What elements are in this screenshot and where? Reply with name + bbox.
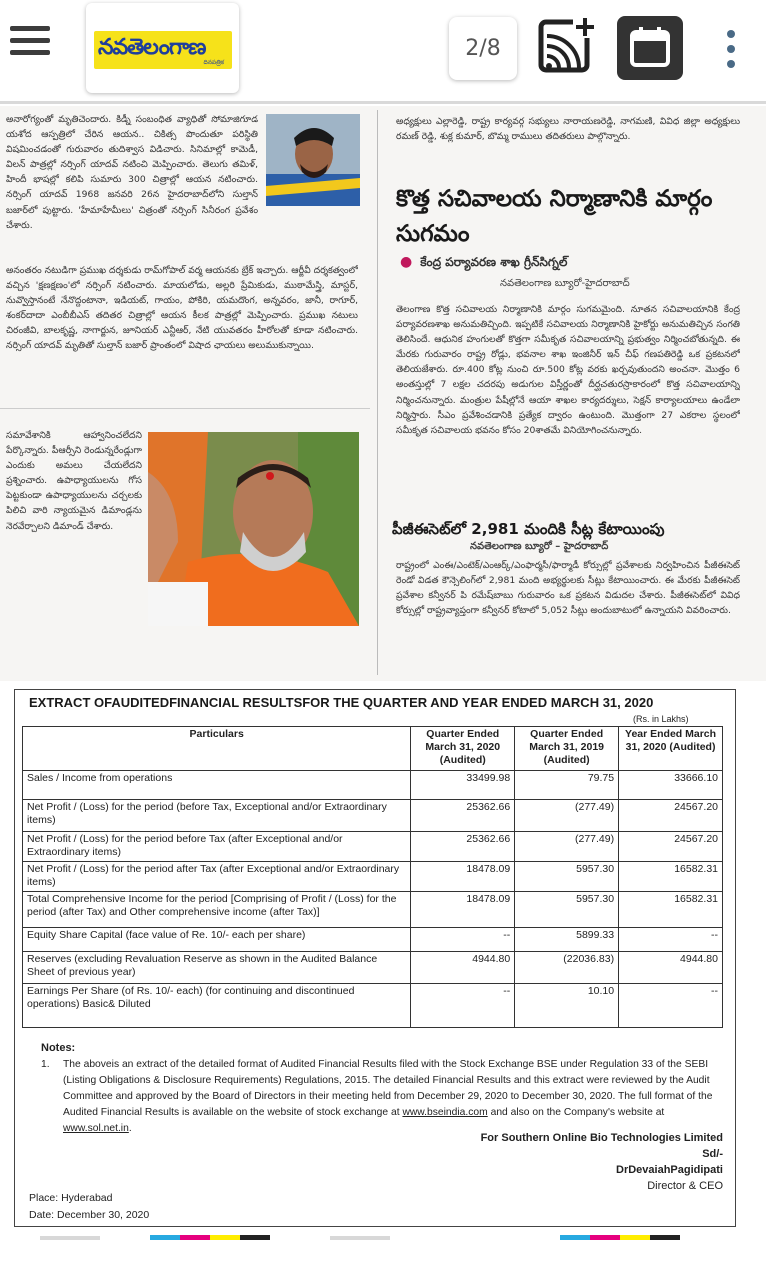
row-label: Equity Share Capital (face value of Re. 10/- each per share) bbox=[23, 928, 411, 952]
notes-section bbox=[41, 1040, 725, 1137]
table-row bbox=[23, 952, 723, 984]
cell-q2020: 33499.98 bbox=[411, 771, 515, 800]
cell-q2020: 18478.09 bbox=[411, 892, 515, 928]
page-indicator[interactable]: 2/8 bbox=[449, 17, 517, 80]
signatory-designation: Director & CEO bbox=[647, 1180, 723, 1192]
article-text-left-middle: అనంతరం నటుడిగా ప్రముఖ దర్శకుడు రామ్‌గోపాల్ వర్మ ఆయనకు బ్రేక్ ఇచ్చారు. ఆర్జీవీ దర్శకత్వంలో వచ్చిన 'క్షణక్షణం'లో నర్సింగ్ నటించారు. మాయలోడు, అల్లరి ప్రేమికుడు, ముఠామేస్త్రి, మాస్టర్, నువ్వొస్తానంటే నేనొద్దంటానా, ఇడియట్, గాయం, పోకిరి, యమదొంగ, అన్నవరం, జానీ, రాగూర్, శంకర్‌దాదా ఎంబీబీఎస్ తదితర చిత్రాల్లో ఆయన కీలక పాత్రల్లో మెప్పించారు. ప్రముఖ నటులు చిరంజీవి, బాలకృష్ణ, నాగార్జున, జూనియర్ ఎన్టీఆర్, నేటి యువతరం హీరోలతో కూడా నటించారు. నర్సింగ్ యాదవ్ మృతితో సుల్తాన్ బజార్ ప్రాంతంలో విషాద ఛాయలు అలుముకున్నాయి. bbox=[6, 265, 358, 352]
more-vertical-icon[interactable] bbox=[724, 30, 738, 76]
cell-q2020: 25362.66 bbox=[411, 832, 515, 862]
column-header: Particulars bbox=[23, 727, 411, 771]
table-row bbox=[23, 800, 723, 832]
note-text: The aboveis an extract of the detailed format of Audited Financial Results filed with the Stock Exchange BSE under Regulation 33 of the SEBI (Listing Obligations & Disclosure Requirements) Regulations, 2015. The detailed Financial Results and this extract were reviewed by the Audit Committee and approved by the Board of Directors in their meeting held from December 29, 2020 to December 30, 2020. The full format of the Audited Financial Results is available on the website of stock exchange at bbox=[63, 1059, 713, 1118]
actor-photo bbox=[266, 114, 360, 206]
signatory-name: DrDevaiahPagidipati bbox=[616, 1164, 723, 1176]
headline-secretariat[interactable]: కొత్త సచివాలయ నిర్మాణానికి మార్గం సుగమం bbox=[396, 186, 713, 247]
cell-y2020: 24567.20 bbox=[619, 832, 723, 862]
place-label: Place: Hyderabad bbox=[29, 1192, 113, 1204]
place-date bbox=[29, 1190, 149, 1224]
article-text-pgecet: రాష్ట్రంలో ఎంఈ/ఎంటెక్/ఎంఆర్క్/ఎంఫార్మసీ/ఫార్మాడీ కోర్సుల్లో ప్రవేశాలకు నిర్వహించిన పీజీఈసెట్ రెండో విడత కౌన్సెలింగ్‌లో 2,981 మంది అభ్యర్థులకు సీట్లు కేటాయించారు. ఈ మేరకు పీజీఈసెట్ ప్రవేశాల కన్వీనర్ పి రమేష్‌బాబు గురువారం ఒక ప్రకటన విడుదల చేశారు. పీజీఈసెట్‌లో వివిధ కోర్సుల్లో రాష్ట్రవ్యాప్తంగా కన్వీనర్ కోటాలో 5,052 సీట్లు అందుబాటులో ఉన్నాయని వివరించారు. bbox=[396, 560, 740, 617]
byline-pgecet: నవతెలంగాణ బ్యూరో – హైదరాబాద్ bbox=[470, 541, 609, 552]
row-label: Reserves (excluding Revaluation Reserve as shown in the Audited Balance Sheet of previous year) bbox=[23, 952, 411, 984]
calendar-icon bbox=[617, 16, 683, 80]
cell-q2020: 25362.66 bbox=[411, 800, 515, 832]
column-header: Year Ended March 31, 2020 (Audited) bbox=[619, 727, 723, 771]
cell-q2020: -- bbox=[411, 984, 515, 1028]
ad-title: EXTRACT OFAUDITEDFINANCIAL RESULTSFOR THE QUARTER AND YEAR ENDED MARCH 31, 2020 bbox=[29, 695, 654, 710]
cell-y2020: -- bbox=[619, 928, 723, 952]
column-header: Quarter Ended March 31, 2020 (Audited) bbox=[411, 727, 515, 771]
cell-q2019: (277.49) bbox=[515, 832, 619, 862]
cell-q2020: -- bbox=[411, 928, 515, 952]
sd-label: Sd/- bbox=[702, 1148, 723, 1160]
cell-q2019: 79.75 bbox=[515, 771, 619, 800]
financial-results-table bbox=[22, 726, 723, 1028]
table-row bbox=[23, 928, 723, 952]
article-text-right-top: అధ్యక్షులు ఎల్లారెడ్డి, రాష్ట్ర కార్యవర్గ సభ్యులు నారాయణరెడ్డి, నాగమణి, వివిధ జిల్లా అధ్యక్షులు రమణ్ రెడ్డి, శుక్ల కుమార్, బొమ్మ రాములు తదితరులు పాల్గొన్నారు. bbox=[396, 116, 740, 143]
cell-y2020: 16582.31 bbox=[619, 892, 723, 928]
table-row bbox=[23, 984, 723, 1028]
company-name: For Southern Online Bio Technologies Limited bbox=[480, 1132, 723, 1144]
table-row bbox=[23, 771, 723, 800]
cell-q2020: 4944.80 bbox=[411, 952, 515, 984]
cell-q2019: 5957.30 bbox=[515, 862, 619, 892]
date-label: Date: December 30, 2020 bbox=[29, 1209, 150, 1221]
cell-q2019: (277.49) bbox=[515, 800, 619, 832]
note-end: . bbox=[128, 1123, 132, 1134]
cell-q2020: 18478.09 bbox=[411, 862, 515, 892]
politician-photo bbox=[148, 432, 359, 626]
signature-block bbox=[481, 1130, 723, 1194]
column-header: Quarter Ended March 31, 2019 (Audited) bbox=[515, 727, 619, 771]
subheadline-text: కేంద్ర పర్యావరణ శాఖ గ్రీన్‌సిగ్నల్ bbox=[420, 255, 568, 269]
cell-q2019: 5957.30 bbox=[515, 892, 619, 928]
note-number: 1. bbox=[41, 1059, 50, 1070]
row-label: Net Profit / (Loss) for the period after Tax (after Exceptional and/or Extraordinary items) bbox=[23, 862, 411, 892]
article-text-secretariat: తెలంగాణ కొత్త సచివాలయ నిర్మాణానికి మార్గం సుగమమైంది. నూతన సచివాలయానికి కేంద్ర పర్యావరణశాఖ అనుమతిచ్చింది. ఇప్పటికే సచివాలయ నిర్మాణానికి హైకోర్టు అనుమతిచ్చిన సంగతి తెలిసిందే. ఆధునిక హంగులతో కొత్తగా సమీకృత సచివాలయాన్ని ప్రభుత్వం నిర్మించబోతున్నది. ఈ మేరకు గురువారం రాష్ట్ర రోడ్లు, భవనాల శాఖ ఇంజినీర్ ఇన్ చీఫ్ గణపతిరెడ్డి ఒక ప్రకటనలో తెలియజేశారు. రూ.400 కోట్ల నుంచి రూ.500 కోట్ల వరకు ఖర్చవుతుందని అంచనా. మొత్తం 6 అంతస్తుల్లో 7 లక్షల చదరపు అడుగుల విస్తీర్ణంతో దీర్ఘచతురస్రాకారంలో కొత్త సచివాలయాన్ని నిర్మించనున్నారు. మంత్రుల పేషీల్లోనే ఆయా శాఖల కార్యదర్శులు, సెక్షన్ కార్యాలయాలు ఉండేలా నిర్మిస్తారు. సీఎం ప్రవేశించడానికి ప్రత్యేక ద్వారం ఉంటుంది. మొత్తంగా 27 ఎకరాల స్థలంలో సమీకృత సచివాలయ భవనం కోసం 20శాతమే వినియోగించనున్నారు. bbox=[396, 304, 740, 436]
cell-q2019: (22036.83) bbox=[515, 952, 619, 984]
divider bbox=[0, 408, 370, 409]
logo-button[interactable] bbox=[86, 3, 239, 93]
subheadline-secretariat bbox=[400, 254, 567, 272]
notes-label: Notes: bbox=[41, 1042, 76, 1054]
logo-text: నవతెలంగాణ bbox=[98, 34, 206, 60]
cast-icon[interactable] bbox=[537, 16, 597, 78]
row-label: Sales / Income from operations bbox=[23, 771, 411, 800]
print-color-marks bbox=[0, 1232, 766, 1242]
table-row bbox=[23, 862, 723, 892]
note-mid-text: and also on the Company's website at bbox=[490, 1107, 665, 1118]
row-label: Net Profit / (Loss) for the period (before Tax, Exceptional and/or Extraordinary items) bbox=[23, 800, 411, 832]
headline-pgecet[interactable]: పీజీఈసెట్‌లో 2,981 మందికి సీట్ల కేటాయింపు bbox=[392, 520, 665, 538]
hamburger-menu-icon[interactable] bbox=[10, 26, 50, 60]
table-row bbox=[23, 892, 723, 928]
cell-q2019: 10.10 bbox=[515, 984, 619, 1028]
article-text-left-bottom: సమావేశానికి ఆహ్వానించలేదని పేర్కొన్నారు. పీఆర్సీని రెండున్నరేండ్లుగా ఎందుకు అమలు చేయలేదని ప్రశ్నించారు. ఉపాధ్యాయులను గోస పెట్టకుండా ఉపాధ్యాయులను చర్చలకు పిలిచి వారి న్యాయమైన డిమాండ్లను నెరవేర్చాలని డిమాండ్ చేశారు. bbox=[6, 430, 142, 532]
company-website-link[interactable]: www.sol.net.in bbox=[63, 1123, 129, 1134]
bse-link[interactable]: www.bseindia.com bbox=[402, 1107, 488, 1118]
cell-q2019: 5899.33 bbox=[515, 928, 619, 952]
logo-tag: దినపత్రిక bbox=[203, 59, 224, 66]
newspaper-page[interactable] bbox=[0, 106, 766, 681]
row-label: Net Profit / (Loss) for the period before Tax (after Exceptional and/or Extraordinary items) bbox=[23, 832, 411, 862]
row-label: Earnings Per Share (of Rs. 10/- each) (for continuing and discontinued operations) Basic& Diluted bbox=[23, 984, 411, 1028]
calendar-button[interactable] bbox=[617, 16, 683, 80]
cell-y2020: -- bbox=[619, 984, 723, 1028]
column-divider bbox=[377, 110, 378, 675]
cell-y2020: 33666.10 bbox=[619, 771, 723, 800]
table-row bbox=[23, 832, 723, 862]
table-header-row bbox=[23, 727, 723, 771]
article-text-left-top: అనారోగ్యంతో మృతిచెందారు. కిడ్నీ సంబంధిత వ్యాధితో సోమాజిగూడ యశోద ఆస్పత్రిలో చేరిన ఆయన.. చికిత్స పొందుతూ పరిస్థితి విషమించడంతో గురువారం తుదిశ్వాస విడిచారు. సినిమాల్లో కామెడీ, విలన్ పాత్రల్లో నర్సింగ్ యాదవ్ నటించి మెప్పించారు. తెలుగు తమిళ్, హిందీ భాషల్లో కలిపి సుమారు 300 చిత్రాల్లో ఆయన నటించారు. నర్సింగ్ యాదవ్ 1968 జనవరి 26న హైదరాబాద్‌లోని సుల్తాన్ బజార్‌లో పుట్టారు. 'హేమాహేమీలు' చిత్రంతో నర్సింగ్ సినీరంగ ప్రవేశం చేశారు. bbox=[6, 114, 258, 231]
financial-results-ad[interactable] bbox=[14, 689, 736, 1227]
cell-y2020: 4944.80 bbox=[619, 952, 723, 984]
cell-y2020: 16582.31 bbox=[619, 862, 723, 892]
byline-secretariat: నవతెలంగాణ బ్యూరో-హైదరాబాద్ bbox=[500, 278, 630, 289]
app-bar bbox=[0, 0, 766, 104]
cell-y2020: 24567.20 bbox=[619, 800, 723, 832]
units-label: (Rs. in Lakhs) bbox=[633, 714, 689, 724]
newspaper-logo bbox=[94, 31, 232, 69]
bullet-icon: ● bbox=[400, 254, 413, 270]
row-label: Total Comprehensive Income for the period [Comprising of Profit / (Loss) for the period (after Tax) and Other comprehensive income (after Tax)] bbox=[23, 892, 411, 928]
